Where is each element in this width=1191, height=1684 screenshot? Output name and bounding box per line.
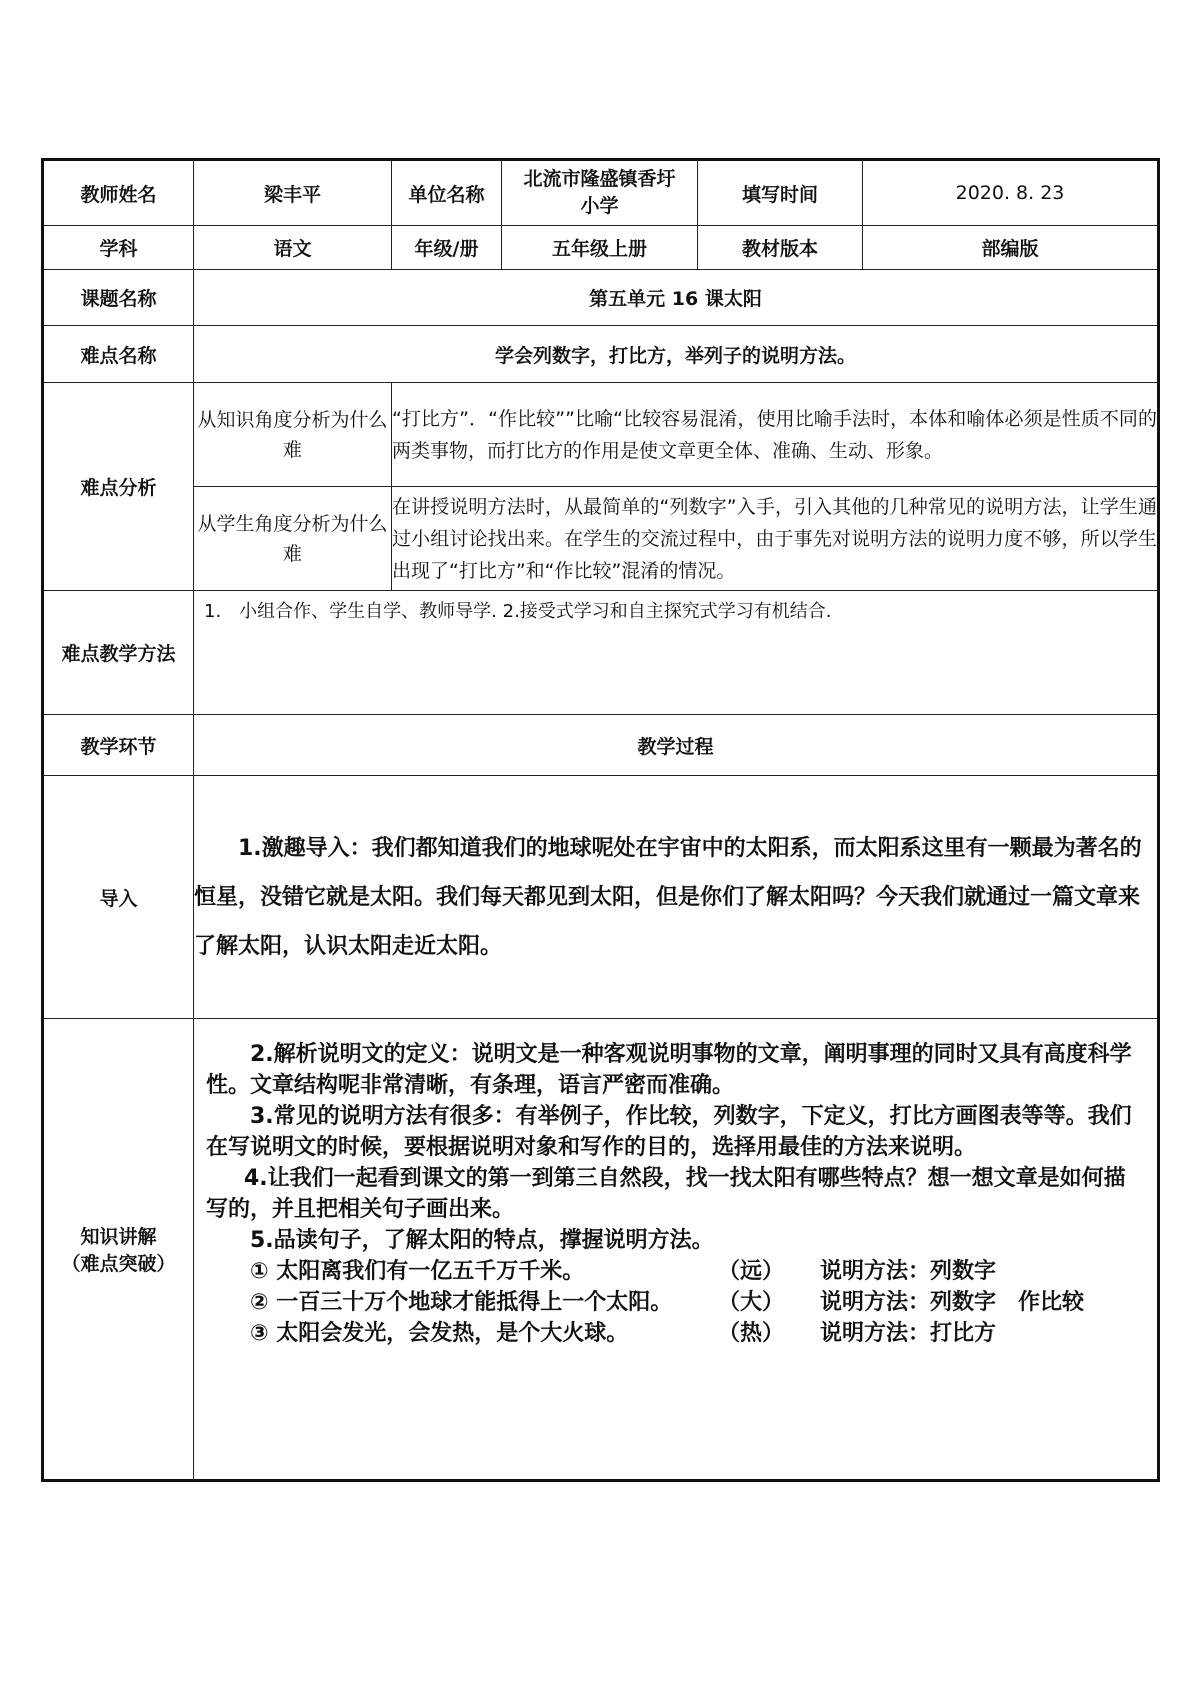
knowledge-label — [43, 1019, 194, 1481]
methods-label: 难点教学方法 — [43, 591, 194, 715]
knowledge-label-line2: （难点突破） — [61, 1253, 176, 1275]
analysis-student-row — [43, 487, 1159, 591]
knowledge-paragraph-3: 3.常见的说明方法有很多：有举例子，作比较，列数字，下定义，打比方画图表等等。我们在写说明文的时候，要根据说明对象和写作的目的，选择用最佳的方法来说明。 — [206, 1104, 1132, 1160]
unit-value-line1: 北流市隆盛镇香圩 — [523, 168, 676, 190]
example-sentence: ① 太阳离我们有一亿五千万千米。 — [250, 1259, 585, 1284]
grade-label: 年级/册 — [392, 226, 502, 270]
knowledge-label-line1: 知识讲解 — [80, 1226, 157, 1248]
topic-value: 第五单元 16 课太阳 — [194, 270, 1159, 326]
process-header-row — [43, 715, 1159, 776]
example-sentence: ② 一百三十万个地球才能抵得上一个太阳。 — [250, 1290, 673, 1315]
student-angle-label: 从学生角度分析为什么难 — [194, 487, 392, 591]
example-method: 说明方法：列数字 — [820, 1259, 997, 1284]
example-method: 说明方法：列数字 作比较 — [820, 1290, 1085, 1315]
unit-label: 单位名称 — [392, 160, 502, 226]
date-value: 2020. 8. 23 — [863, 160, 1159, 226]
topic-label: 课题名称 — [43, 270, 194, 326]
edition-label: 教材版本 — [698, 226, 863, 270]
grade-value: 五年级上册 — [502, 226, 698, 270]
subject-label: 学科 — [43, 226, 194, 270]
process-stage-label: 教学环节 — [43, 715, 194, 776]
knowledge-angle-text: “打比方”．“作比较””比喻“比较容易混淆，使用比喻手法时，本体和喻体必须是性质不同的两类事物，而打比方的作用是使文章更全体、准确、生动、形象。 — [392, 383, 1159, 487]
knowledge-paragraph-4: 4.让我们一起看到课文的第一到第三自然段，找一找太阳有哪些特点？想一想文章是如何描写的，并且把相关句子画出来。 — [206, 1166, 1126, 1222]
unit-value — [502, 160, 698, 226]
intro-cell — [194, 776, 1159, 1019]
difficulty-label: 难点名称 — [43, 326, 194, 383]
edition-value: 部编版 — [863, 226, 1159, 270]
intro-text: 1.激趣导入：我们都知道我们的地球呢处在宇宙中的太阳系，而太阳系这里有一颗最为著名的恒星，没错它就是太阳。我们每天都见到太阳，但是你们了解太阳吗？今天我们就通过一篇文章来了解太阳，认识太阳走近太阳。 — [194, 835, 1142, 959]
knowledge-paragraph-2: 2.解析说明文的定义：说明文是一种客观说明事物的文章，阐明事理的同时又具有高度科学性。文章结构呢非常清晰，有条理，语言严密而准确。 — [206, 1042, 1132, 1098]
example-trait: （远） — [718, 1259, 785, 1284]
header-row-1 — [43, 160, 1159, 226]
subject-value: 语文 — [194, 226, 392, 270]
knowledge-angle-label: 从知识角度分析为什么难 — [194, 383, 392, 487]
date-label: 填写时间 — [698, 160, 863, 226]
knowledge-cell — [194, 1019, 1159, 1481]
example-row — [206, 1318, 1145, 1349]
knowledge-paragraph-5: 5.品读句子，了解太阳的特点，撑握说明方法。 — [250, 1228, 714, 1253]
process-value: 教学过程 — [194, 715, 1159, 776]
intro-row — [43, 776, 1159, 1019]
intro-label: 导入 — [43, 776, 194, 1019]
difficulty-row — [43, 326, 1159, 383]
teacher-value: 梁丰平 — [194, 160, 392, 226]
lesson-plan-table — [41, 158, 1160, 1482]
unit-value-line2: 小学 — [580, 195, 619, 217]
example-method: 说明方法：打比方 — [820, 1321, 997, 1346]
example-trait: （大） — [718, 1290, 785, 1315]
methods-text: 1. 小组合作、学生自学、教师导学. 2.接受式学习和自主探究式学习有机结合. — [194, 591, 1159, 715]
analysis-knowledge-row — [43, 383, 1159, 487]
knowledge-row — [43, 1019, 1159, 1481]
example-row — [206, 1256, 1145, 1287]
example-sentence: ③ 太阳会发光，会发热，是个大火球。 — [250, 1321, 629, 1346]
example-trait: （热） — [718, 1321, 785, 1346]
methods-row — [43, 591, 1159, 715]
header-row-2 — [43, 226, 1159, 270]
topic-row — [43, 270, 1159, 326]
student-angle-text: 在讲授说明方法时，从最简单的“列数字”入手，引入其他的几种常见的说明方法，让学生通过小组讨论找出来。在学生的交流过程中，由于事先对说明方法的说明力度不够，所以学生出现了“打比方”和“作比较”混淆的情况。 — [392, 487, 1159, 591]
difficulty-value: 学会列数字，打比方，举列子的说明方法。 — [194, 326, 1159, 383]
example-row — [206, 1287, 1145, 1318]
analysis-label: 难点分析 — [43, 383, 194, 591]
teacher-label: 教师姓名 — [43, 160, 194, 226]
